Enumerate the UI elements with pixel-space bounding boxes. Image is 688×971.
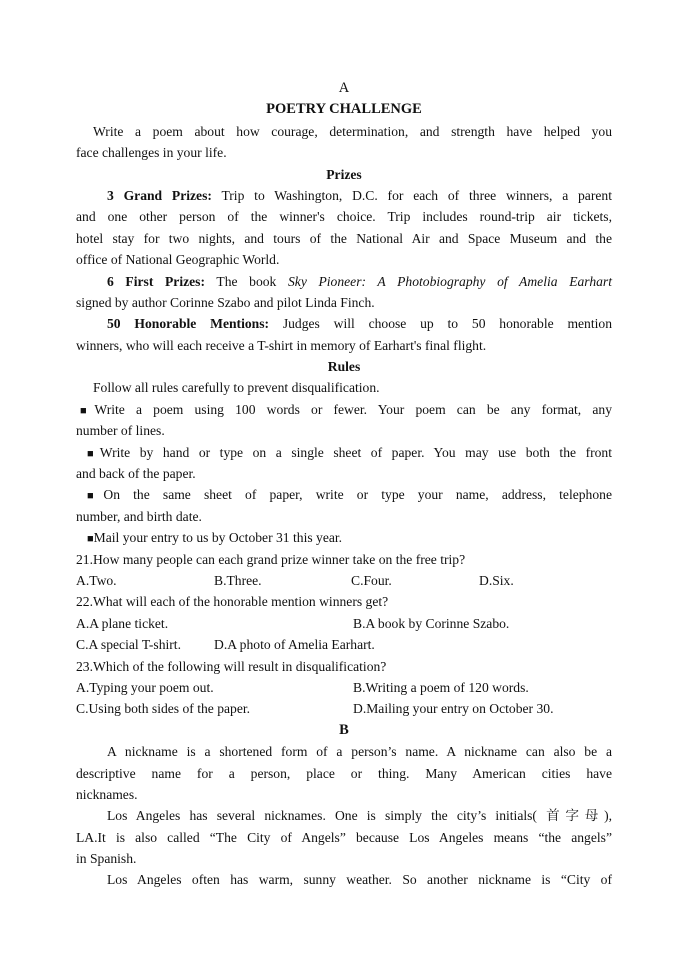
document-page bbox=[76, 78, 612, 891]
rule-1-text: Write a poem using 100 words or fewer. Your poem can be any format, any bbox=[94, 401, 612, 417]
q23-option-a: A.Typing your poem out. bbox=[76, 679, 214, 695]
rule-4-text: Mail your entry to us by October 31 this year. bbox=[93, 530, 343, 546]
question-23-options-row-1 bbox=[76, 677, 612, 698]
question-21-stem: 21.How many people can each grand prize winner take on the free trip? bbox=[76, 551, 466, 567]
first-prizes-line-1 bbox=[76, 271, 612, 292]
question-22-stem: 22.What will each of the honorable mention winners get? bbox=[76, 594, 389, 610]
bullet-icon: ■ bbox=[80, 404, 95, 417]
honorable-line-1 bbox=[76, 313, 612, 334]
passage-b-p1-line-1: A nickname is a shortened form of a person’s name. A nickname can also be a bbox=[107, 744, 612, 760]
honorable-label: 50 Honorable Mentions: bbox=[107, 316, 270, 332]
q23-option-d: D.Mailing your entry on October 30. bbox=[353, 701, 554, 717]
q22-option-c: C.A special T-shirt. bbox=[76, 637, 181, 653]
honorable-text: Judges will choose up to 50 honorable mention bbox=[282, 316, 613, 332]
q22-option-a: A.A plane ticket. bbox=[76, 615, 169, 631]
q22-option-b: B.A book by Corinne Szabo. bbox=[353, 615, 510, 631]
passage-b-p1-line-3: nicknames. bbox=[76, 786, 138, 802]
q23-option-b: B.Writing a poem of 120 words. bbox=[353, 679, 529, 695]
rule-2-line-1 bbox=[76, 442, 612, 463]
grand-prizes-line-1 bbox=[76, 185, 612, 206]
first-prizes-line-2: signed by author Corinne Szabo and pilot Linda Finch. bbox=[76, 294, 375, 310]
rule-2-line-2: and back of the paper. bbox=[76, 466, 196, 482]
passage-b-p1-line-2: descriptive name for a person, place or thing. Many American cities have bbox=[76, 765, 612, 781]
rule-1-line-1 bbox=[76, 399, 612, 420]
q23-option-c: C.Using both sides of the paper. bbox=[76, 701, 251, 717]
passage-b-p2-line-2: LA.It is also called “The City of Angels” because Los Angeles means “the angels” bbox=[76, 829, 612, 845]
bullet-icon: ■ bbox=[87, 533, 94, 546]
passage-b-p2-line-3: in Spanish. bbox=[76, 851, 137, 867]
prizes-heading: Prizes bbox=[326, 166, 362, 182]
rule-4-line-1 bbox=[76, 527, 612, 548]
question-21-options bbox=[76, 570, 612, 591]
question-23-stem: 23.Which of the following will result in disqualification? bbox=[76, 658, 387, 674]
intro-line-1: Write a poem about how courage, determination, and strength have helped you bbox=[93, 123, 612, 139]
honorable-line-2: winners, who will each receive a T-shirt in memory of Earhart's final flight. bbox=[76, 337, 487, 353]
question-22-options-row-2 bbox=[76, 634, 612, 655]
section-a-title: POETRY CHALLENGE bbox=[266, 101, 422, 118]
q21-option-b: B.Three. bbox=[214, 572, 262, 588]
rule-3-text: On the same sheet of paper, write or type your name, address, telephone bbox=[103, 487, 612, 503]
first-prizes-label: 6 First Prizes: bbox=[107, 273, 205, 289]
rule-2-text: Write by hand or type on a single sheet of paper. You may use both the front bbox=[99, 444, 612, 460]
section-b-letter: B bbox=[339, 721, 349, 738]
passage-b-p3-line-1: Los Angeles often has warm, sunny weather. So another nickname is “City of bbox=[107, 872, 612, 888]
rule-1-line-2: number of lines. bbox=[76, 423, 165, 439]
rule-3-line-2: number, and birth date. bbox=[76, 508, 202, 524]
intro-line-2: face challenges in your life. bbox=[76, 145, 227, 161]
grand-prizes-line-3: hotel stay for two nights, and tours of the National Air and Space Museum and the bbox=[76, 230, 612, 246]
grand-prizes-line-4: office of National Geographic World. bbox=[76, 252, 280, 268]
grand-prizes-text: Trip to Washington, D.C. for each of three winners, a parent bbox=[221, 187, 612, 203]
rules-heading: Rules bbox=[327, 359, 361, 375]
grand-prizes-line-2: and one other person of the winner's choice. Trip includes round-trip air tickets, bbox=[76, 209, 612, 225]
bullet-icon: ■ bbox=[87, 490, 104, 503]
q21-option-a: A.Two. bbox=[76, 572, 117, 588]
rules-intro: Follow all rules carefully to prevent disqualification. bbox=[93, 380, 380, 396]
book-title: Sky Pioneer: A Photobiography of Amelia Earhart bbox=[287, 273, 612, 289]
grand-prizes-label: 3 Grand Prizes: bbox=[107, 187, 212, 203]
q22-option-d: D.A photo of Amelia Earhart. bbox=[214, 637, 375, 653]
rule-3-line-1 bbox=[76, 484, 612, 505]
q21-option-d: D.Six. bbox=[479, 572, 514, 588]
question-23-options-row-2 bbox=[76, 698, 612, 719]
bullet-icon: ■ bbox=[87, 447, 100, 460]
passage-b-p2-line-1: Los Angeles has several nicknames. One is simply the city’s initials( 首字母), bbox=[107, 808, 612, 824]
first-prizes-pre: The book bbox=[216, 273, 288, 289]
question-22-options-row-1 bbox=[76, 613, 612, 634]
section-a-letter: A bbox=[338, 80, 350, 96]
q21-option-c: C.Four. bbox=[351, 572, 392, 588]
